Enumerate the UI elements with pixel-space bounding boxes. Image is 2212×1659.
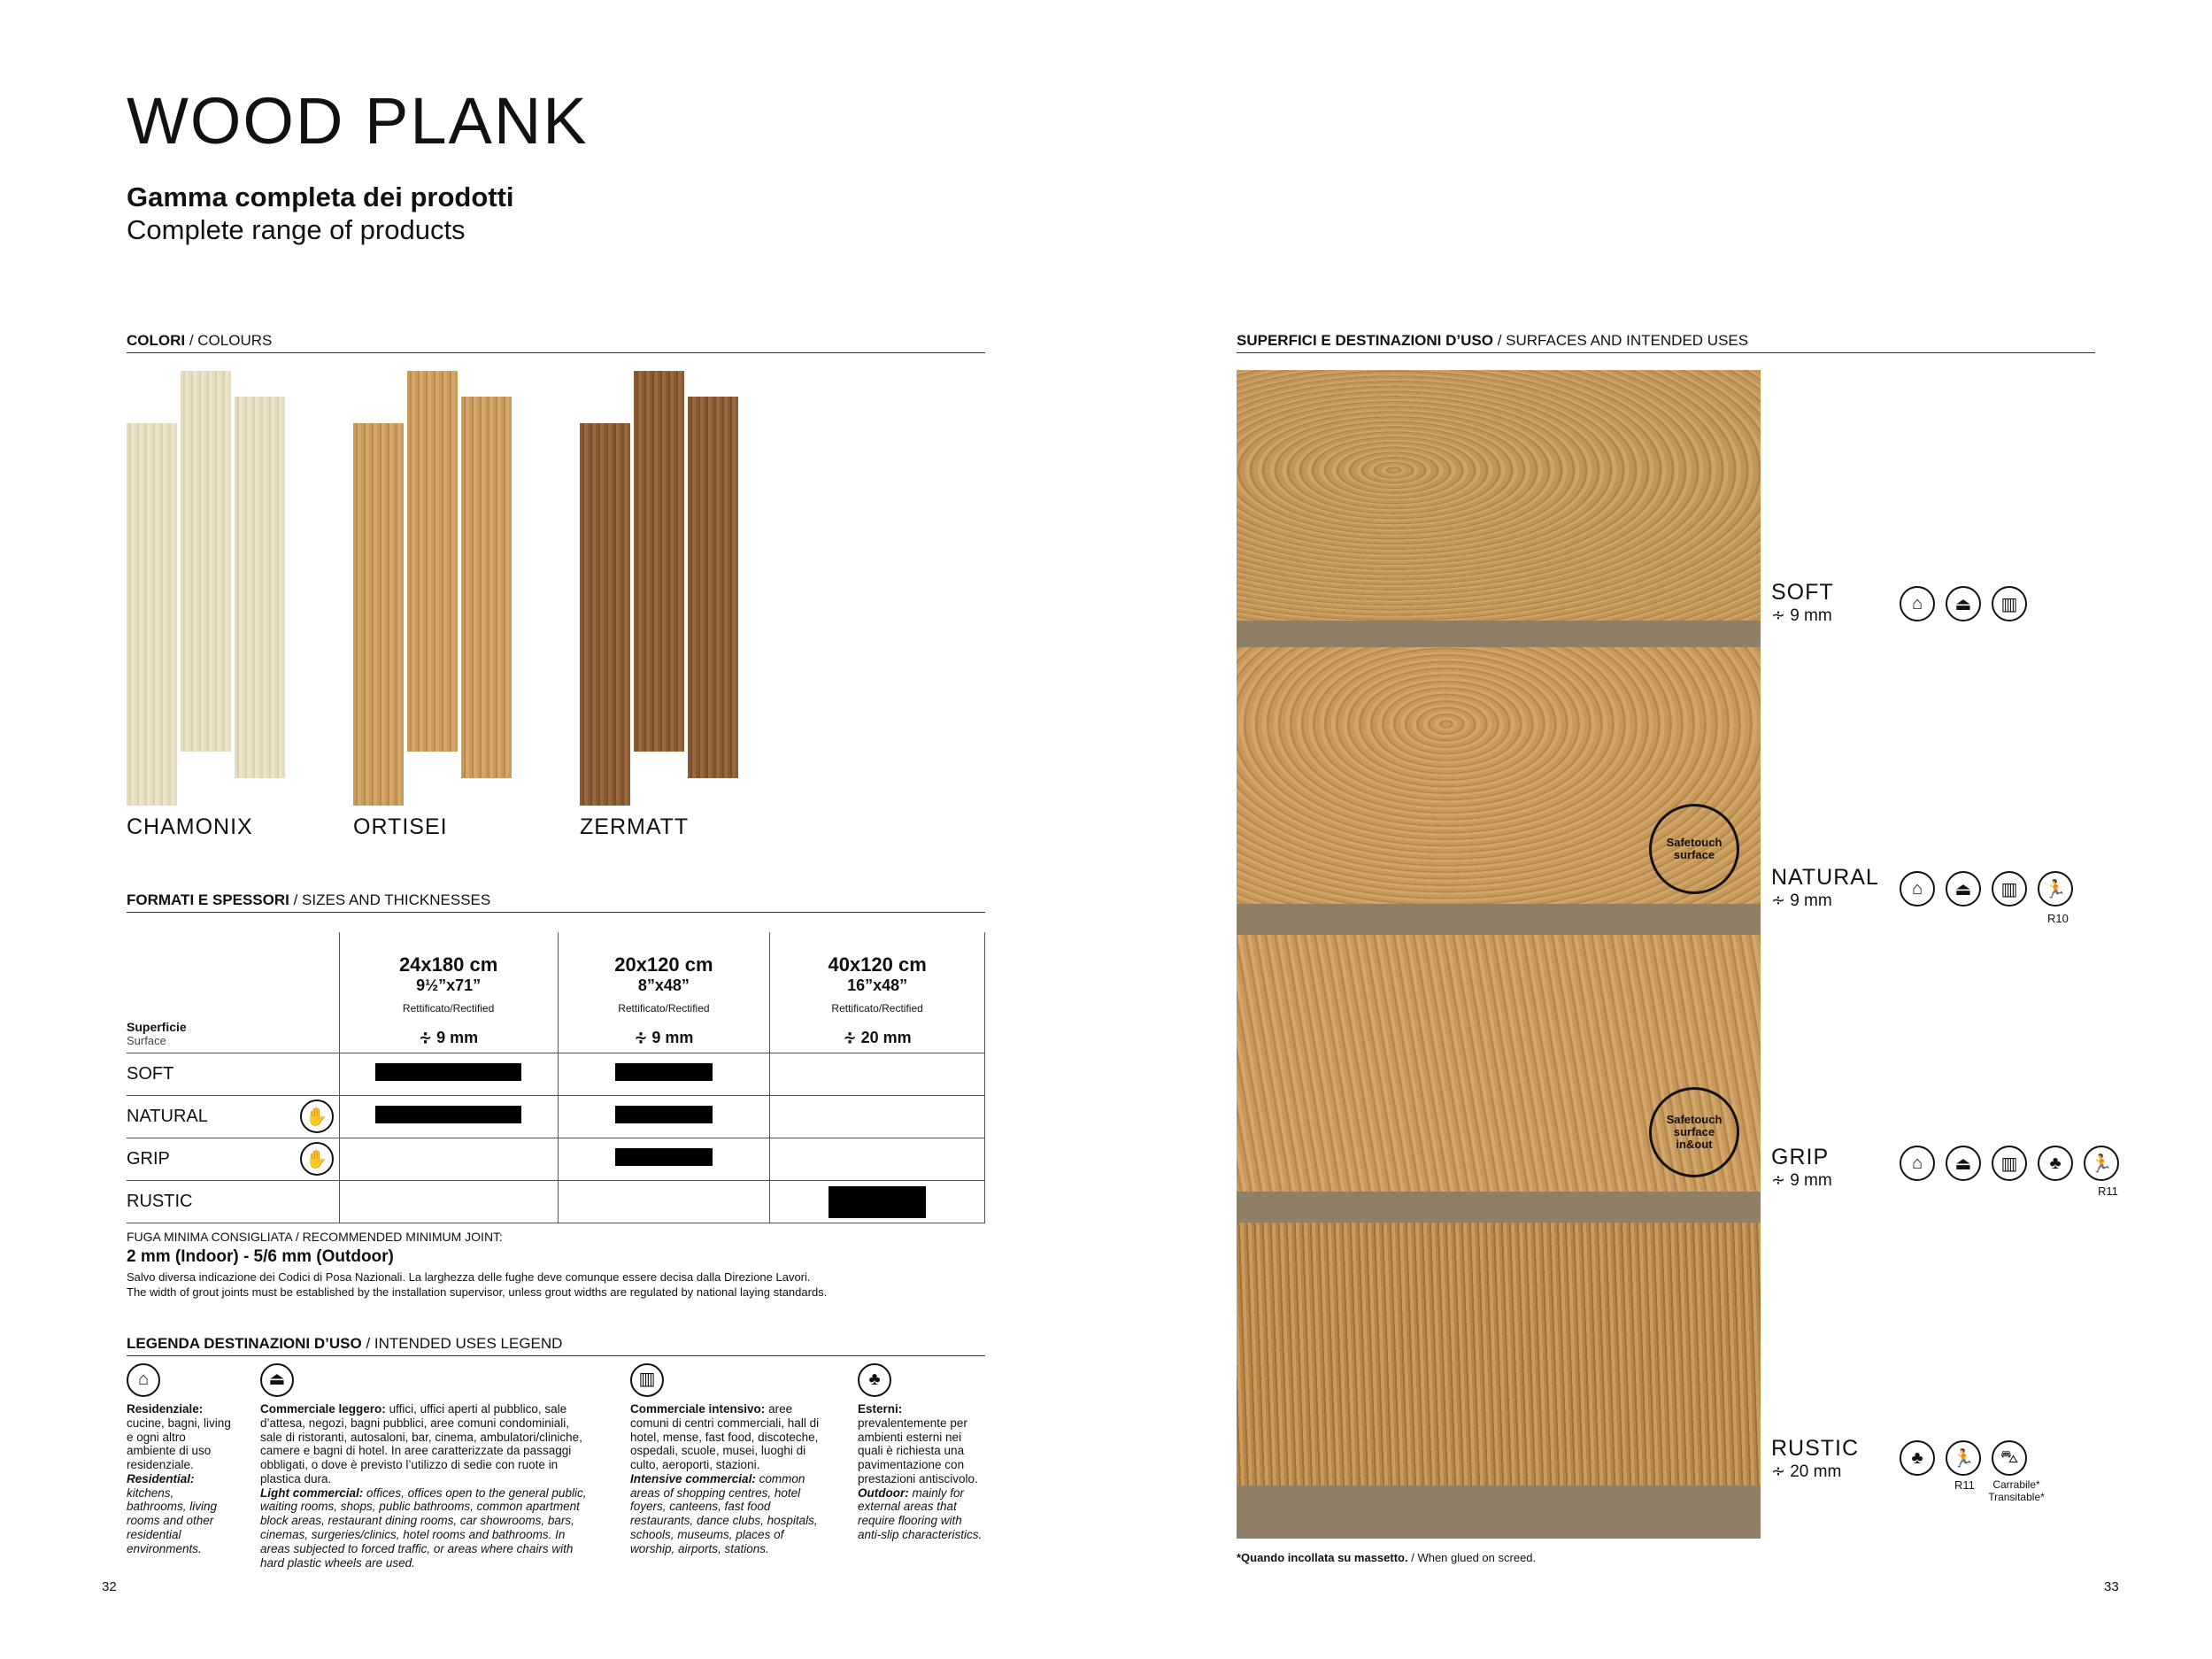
- surface-label-cell: [127, 932, 339, 1053]
- format-header-1: [339, 932, 558, 1053]
- footnote: [1237, 1551, 1536, 1564]
- table-row: [127, 1096, 985, 1138]
- cell: [558, 1053, 770, 1096]
- cell: [770, 1053, 985, 1096]
- cell: [770, 1096, 985, 1138]
- legend-text-en: kitchens, bathrooms, living rooms and other residential environments.: [127, 1485, 218, 1555]
- thickness-icon: ∻: [634, 1029, 652, 1046]
- colours-heading-bold: COLORI: [127, 332, 186, 349]
- slip-rating: R11: [2098, 1184, 2118, 1198]
- tree-icon: ♣: [858, 1363, 891, 1397]
- format-thickness: 9 mm: [651, 1029, 694, 1046]
- legend-text-en: common areas of shopping centres, hotel foyers, canteens, fast food restaurants, dance clubs, hospitals, schools, museums, places of worship, airports, stations.: [630, 1471, 818, 1555]
- cell: [558, 1096, 770, 1138]
- colour-name-zermatt: ZERMATT: [580, 814, 690, 839]
- surface-soft-info: [1771, 580, 1834, 626]
- surface-grip-icons: [1900, 1146, 2119, 1181]
- table-row: [127, 1181, 985, 1223]
- tree-icon: ♣: [2038, 1146, 2073, 1181]
- legend-item-residential: [127, 1363, 231, 1556]
- tile-edge: [1237, 904, 1761, 935]
- thickness-icon: ∻: [1771, 606, 1791, 625]
- cell: [339, 1096, 558, 1138]
- format-inch: 9½”x71”: [416, 976, 482, 994]
- cell: [558, 1181, 770, 1223]
- plank: [127, 423, 177, 806]
- carrabile-label: Carrabile* Transitable*: [1988, 1478, 2045, 1504]
- hanger-icon: ⏏: [1946, 1146, 1981, 1181]
- legend-heading: [127, 1335, 985, 1356]
- car-icon: ⛍: [1992, 1440, 2027, 1476]
- joint-value: 2 mm (Indoor) - 5/6 mm (Outdoor): [127, 1247, 394, 1266]
- surface-samples-image: [1237, 370, 1761, 1539]
- legend-title-it: Commerciale leggero:: [260, 1402, 386, 1416]
- surface-grip-info: [1771, 1145, 1832, 1191]
- plank: [181, 371, 231, 752]
- legend-text-it: cucine, bagni, living e ogni altro ambiente di uso residenziale.: [127, 1416, 231, 1472]
- runner-icon: 🏃: [2038, 871, 2073, 907]
- surface-name: RUSTIC: [127, 1192, 193, 1211]
- availability-bar: [615, 1106, 713, 1123]
- row-label: [127, 1096, 339, 1138]
- format-header-3: [770, 932, 985, 1053]
- legend-title-it: Residenziale:: [127, 1402, 204, 1416]
- format-inch: 8”x48”: [637, 976, 690, 994]
- joint-note-it: Salvo diversa indicazione dei Codici di Posa Nazionali. La larghezza delle fughe deve comunque essere decisa dalla Direzione Lavori.: [127, 1270, 811, 1284]
- legend-text-en: offices, offices open to the general public, waiting rooms, shops, public bathrooms, common apartment block areas, restaurant dining rooms, car showrooms, bars, cinemas, surgeries/clinics, hotel rooms and bathrooms. In areas subjected to forced traffic, or areas where chairs with hard plastic wheels are used.: [260, 1485, 587, 1570]
- page-number-left: 32: [102, 1579, 117, 1594]
- surface-thickness: 9 mm: [1790, 891, 1832, 910]
- safetouch-inout-logo: [1649, 1087, 1739, 1177]
- colours-heading: [127, 332, 985, 353]
- format-header-2: [558, 932, 770, 1053]
- tile-edge: [1237, 1485, 1761, 1539]
- hanger-icon: ⏏: [260, 1363, 294, 1397]
- colour-name-chamonix: CHAMONIX: [127, 814, 253, 839]
- surface-rustic-info: [1771, 1436, 1859, 1482]
- plank: [235, 397, 285, 778]
- format-thickness: 9 mm: [436, 1029, 479, 1046]
- sizes-heading: [127, 891, 985, 913]
- joint-label: FUGA MINIMA CONSIGLIATA / RECOMMENDED MINIMUM JOINT:: [127, 1230, 503, 1244]
- plank: [580, 423, 630, 806]
- tree-icon: ♣: [1900, 1440, 1935, 1476]
- surface-name: NATURAL: [1771, 865, 1879, 890]
- sizes-header-row: [127, 932, 985, 1053]
- format-finish: Rettificato/Rectified: [618, 1002, 710, 1015]
- cell: [339, 1181, 558, 1223]
- format-cm: 20x120 cm: [614, 953, 713, 976]
- house-icon: ⌂: [1900, 586, 1935, 621]
- building-icon: ▥: [1992, 871, 2027, 907]
- thickness-icon: ∻: [419, 1029, 437, 1046]
- cell: [558, 1138, 770, 1181]
- runner-icon: 🏃: [1946, 1440, 1981, 1476]
- legend-item-outdoor: [858, 1363, 986, 1542]
- building-icon: ▥: [1992, 1146, 2027, 1181]
- surface-label-en: Surface: [127, 1034, 166, 1047]
- slip-rating: R10: [2047, 912, 2069, 925]
- availability-bar: [615, 1063, 713, 1081]
- format-finish: Rettificato/Rectified: [402, 1002, 495, 1015]
- surface-soft-icons: [1900, 586, 2027, 621]
- tile-edge: [1237, 621, 1761, 647]
- surface-name: SOFT: [1771, 580, 1834, 605]
- sizes-heading-rest: / SIZES AND THICKNESSES: [289, 891, 491, 908]
- hanger-icon: ⏏: [1946, 871, 1981, 907]
- tile-rustic: [1237, 1223, 1761, 1485]
- surfaces-heading-rest: / SURFACES AND INTENDED USES: [1492, 332, 1749, 349]
- surface-name: NATURAL: [127, 1107, 208, 1126]
- table-row: [127, 1053, 985, 1096]
- legend-title-en: Intensive commercial:: [630, 1471, 756, 1485]
- surface-name: GRIP: [1771, 1145, 1830, 1169]
- availability-bar: [375, 1106, 521, 1123]
- joint-note-en: The width of grout joints must be established by the installation supervisor, unless grout widths are regulated by national laying standards.: [127, 1285, 828, 1299]
- subtitle-italian: Gamma completa dei prodotti: [127, 181, 514, 212]
- cell: [339, 1053, 558, 1096]
- plank: [353, 423, 404, 806]
- legend-item-intensive-commercial: [630, 1363, 827, 1556]
- thickness-icon: ∻: [1771, 1171, 1791, 1190]
- safetouch-badge-icon: ✋: [300, 1100, 334, 1133]
- table-row: [127, 1138, 985, 1181]
- footnote-bold: *Quando incollata su massetto.: [1237, 1551, 1408, 1564]
- tile-soft: [1237, 370, 1761, 621]
- footnote-rest: / When glued on screed.: [1407, 1551, 1537, 1564]
- subtitle-english: Complete range of products: [127, 214, 466, 245]
- availability-bar: [615, 1148, 713, 1166]
- legend-title-it: Esterni:: [858, 1402, 903, 1416]
- surface-thickness: 20 mm: [1790, 1462, 1842, 1481]
- surface-thickness: 9 mm: [1790, 606, 1832, 625]
- plank: [634, 371, 684, 752]
- format-thickness: 20 mm: [860, 1029, 912, 1046]
- surface-name: GRIP: [127, 1149, 170, 1169]
- safetouch-inout-badge-icon: ✋: [300, 1142, 334, 1176]
- safetouch-text: Safetouch surface: [1666, 835, 1723, 861]
- legend-text-it: uffici, uffici aperti al pubblico, sale d’attesa, negozi, bagni pubblici, aree comuni condominiali, sale di ristoranti, autosaloni, bar, cinema, ambulatori/cliniche, camere e bagni di hotel. In aree caratterizzate da passaggi obbligati, o dove è previsto l’utilizzo di sedie con ruote in plastica dura.: [260, 1402, 582, 1485]
- house-icon: ⌂: [1900, 1146, 1935, 1181]
- house-icon: ⌂: [1900, 871, 1935, 907]
- surfaces-heading: [1237, 332, 2095, 353]
- surface-name: SOFT: [127, 1064, 174, 1084]
- legend-heading-rest: / INTENDED USES LEGEND: [361, 1335, 563, 1352]
- row-label: [127, 1181, 339, 1223]
- thickness-icon: ∻: [1771, 891, 1791, 910]
- legend-title-en: Residential:: [127, 1471, 195, 1485]
- runner-icon: 🏃: [2084, 1146, 2119, 1181]
- legend-text-it: aree comuni di centri commerciali, hall di hotel, mense, fast food, discoteche, ospedali, scuole, musei, luoghi di culto, aeroporti, stazioni.: [630, 1402, 820, 1472]
- row-label: [127, 1053, 339, 1096]
- page-title: WOOD PLANK: [127, 84, 589, 158]
- sizes-table: [127, 932, 985, 1223]
- plank: [688, 397, 738, 778]
- house-icon: ⌂: [127, 1363, 160, 1397]
- cell: [770, 1138, 985, 1181]
- format-cm: 24x180 cm: [398, 953, 498, 976]
- legend-heading-bold: LEGENDA DESTINAZIONI D’USO: [127, 1335, 362, 1352]
- cell: [770, 1181, 985, 1223]
- format-finish: Rettificato/Rectified: [831, 1002, 923, 1015]
- format-inch: 16”x48”: [847, 976, 908, 994]
- legend-title-it: Commerciale intensivo:: [630, 1402, 766, 1416]
- legend-text-en: mainly for external areas that require flooring with anti-slip characteristics.: [858, 1485, 983, 1542]
- legend-title-en: Outdoor:: [858, 1485, 909, 1500]
- colours-heading-rest: / COLOURS: [185, 332, 273, 349]
- surface-rustic-icons: [1900, 1440, 2027, 1476]
- format-cm: 40x120 cm: [828, 953, 927, 976]
- surface-natural-icons: [1900, 871, 2073, 907]
- tile-edge: [1237, 1192, 1761, 1223]
- availability-bar: [829, 1186, 926, 1218]
- surfaces-heading-bold: SUPERFICI E DESTINAZIONI D’USO: [1237, 332, 1493, 349]
- building-icon: ▥: [1992, 586, 2027, 621]
- surface-name: RUSTIC: [1771, 1436, 1860, 1461]
- safetouch-text: Safetouch surface: [1666, 1112, 1723, 1138]
- thickness-icon: ∻: [1771, 1462, 1791, 1481]
- plank: [407, 371, 458, 752]
- legend-text-it: prevalentemente per ambienti esterni nei quali è richiesta una pavimentazione con prestazioni antiscivolo.: [858, 1416, 978, 1485]
- hanger-icon: ⏏: [1946, 586, 1981, 621]
- safetouch-logo: [1649, 804, 1739, 894]
- legend-title-en: Light commercial:: [260, 1485, 364, 1500]
- surface-thickness: 9 mm: [1790, 1171, 1832, 1190]
- cell: [339, 1138, 558, 1181]
- surface-label-it: Superficie: [127, 1020, 187, 1034]
- safetouch-inout-text: in&out: [1676, 1138, 1713, 1152]
- surface-natural-info: [1771, 865, 1879, 911]
- thickness-icon: ∻: [843, 1029, 861, 1046]
- page-number-right: 33: [2104, 1579, 2119, 1594]
- building-icon: ▥: [630, 1363, 664, 1397]
- sizes-heading-bold: FORMATI E SPESSORI: [127, 891, 289, 908]
- legend-item-light-commercial: [260, 1363, 588, 1570]
- row-label: [127, 1138, 339, 1181]
- slip-rating: R11: [1954, 1478, 1975, 1492]
- colour-name-ortisei: ORTISEI: [353, 814, 448, 839]
- plank: [461, 397, 512, 778]
- availability-bar: [375, 1063, 521, 1081]
